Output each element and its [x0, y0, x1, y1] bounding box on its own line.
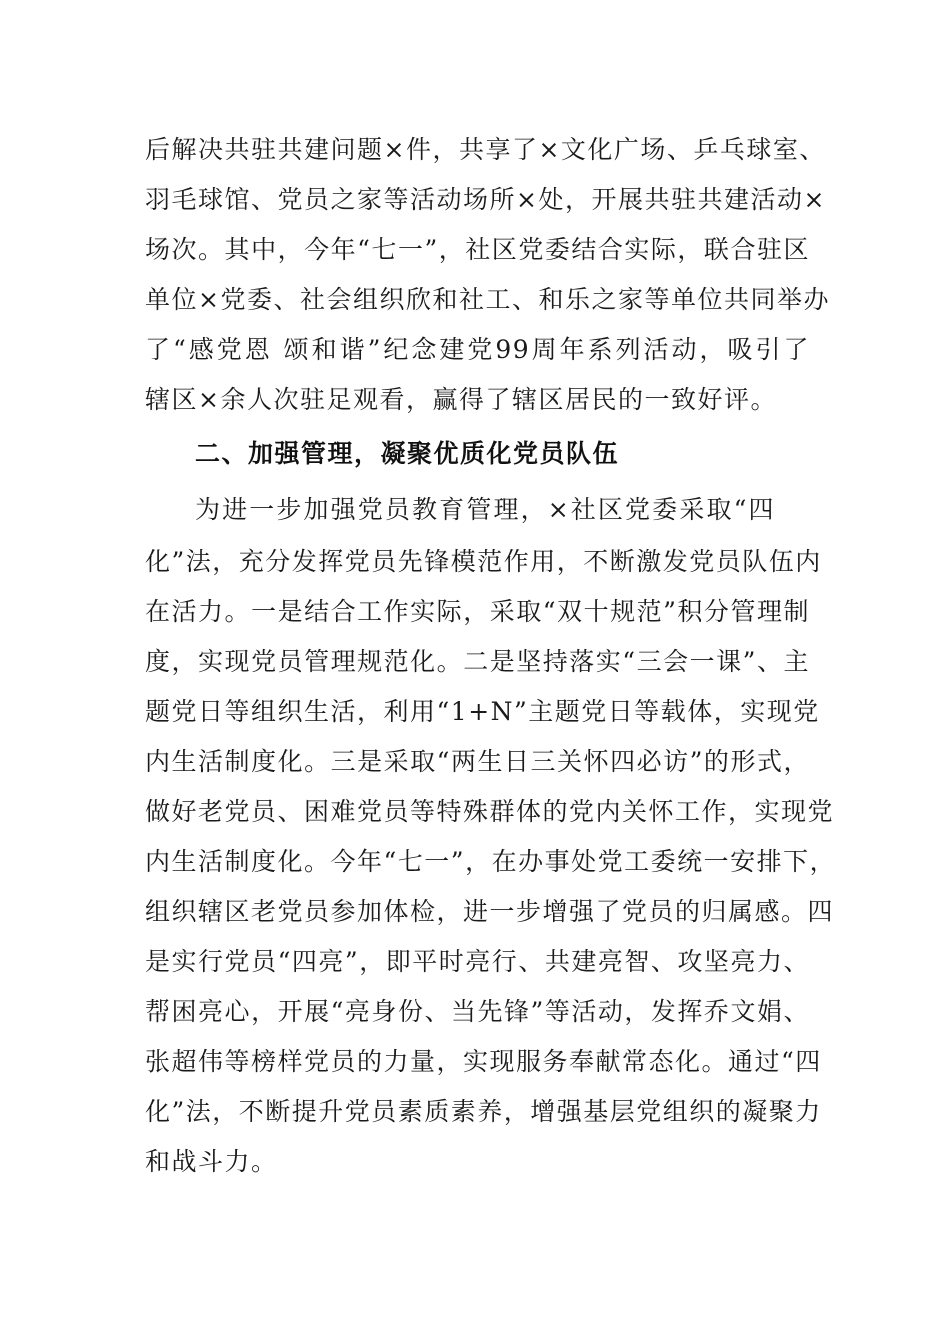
- paragraph-1-line-3: 场次。其中，今年“七一”，社区党委结合实际，联合驻区: [145, 235, 810, 264]
- paragraph-2-line-10: 是实行党员“四亮”，即平时亮行、共建亮智、攻坚亮力、: [145, 947, 810, 976]
- paragraph-1-line-1: 后解决共驻共建问题×件，共享了×文化广场、乒乓球室、: [145, 135, 826, 164]
- paragraph-1-line-6: 辖区×余人次驻足观看，赢得了辖区居民的一致好评。: [145, 385, 777, 414]
- paragraph-2-line-13: 化”法，不断提升党员素质素养，增强基层党组织的凝聚力: [145, 1097, 822, 1126]
- paragraph-2-line-1: 为进一步加强党员教育管理，×社区党委采取“四: [195, 495, 775, 524]
- paragraph-2-line-8: 内生活制度化。今年“七一”，在办事处党工委统一安排下，: [145, 847, 837, 876]
- paragraph-2-line-11: 帮困亮心，开展“亮身份、当先锋”等活动，发挥乔文娟、: [145, 997, 810, 1026]
- paragraph-2-line-6: 内生活制度化。三是采取“两生日三关怀四必访”的形式，: [145, 747, 810, 776]
- paragraph-2-line-7: 做好老党员、困难党员等特殊群体的党内关怀工作，实现党: [145, 797, 835, 826]
- paragraph-2-line-9: 组织辖区老党员参加体检，进一步增强了党员的归属感。四: [145, 897, 835, 926]
- paragraph-2-line-4: 度，实现党员管理规范化。二是坚持落实“三会一课”、主: [145, 647, 810, 676]
- paragraph-2-line-12: 张超伟等榜样党员的力量，实现服务奉献常态化。通过“四: [145, 1047, 822, 1076]
- paragraph-1-line-4: 单位×党委、社会组织欣和社工、和乐之家等单位共同举办: [145, 285, 830, 314]
- paragraph-1-line-2: 羽毛球馆、党员之家等活动场所×处，开展共驻共建活动×: [145, 185, 826, 214]
- paragraph-2-line-14: 和战斗力。: [145, 1147, 278, 1176]
- section-heading-2: 二、加强管理，凝聚优质化党员队伍: [195, 439, 620, 468]
- paragraph-2-line-2: 化”法，充分发挥党员先锋模范作用，不断激发党员队伍内: [145, 547, 822, 576]
- paragraph-2-line-5: 题党日等组织生活，利用“1+N”主题党日等载体，实现党: [145, 697, 820, 726]
- paragraph-2-line-3: 在活力。一是结合工作实际，采取“双十规范”积分管理制: [145, 597, 810, 626]
- paragraph-1-line-5: 了“感党恩 颂和谐”纪念建党99周年系列活动，吸引了: [145, 335, 810, 364]
